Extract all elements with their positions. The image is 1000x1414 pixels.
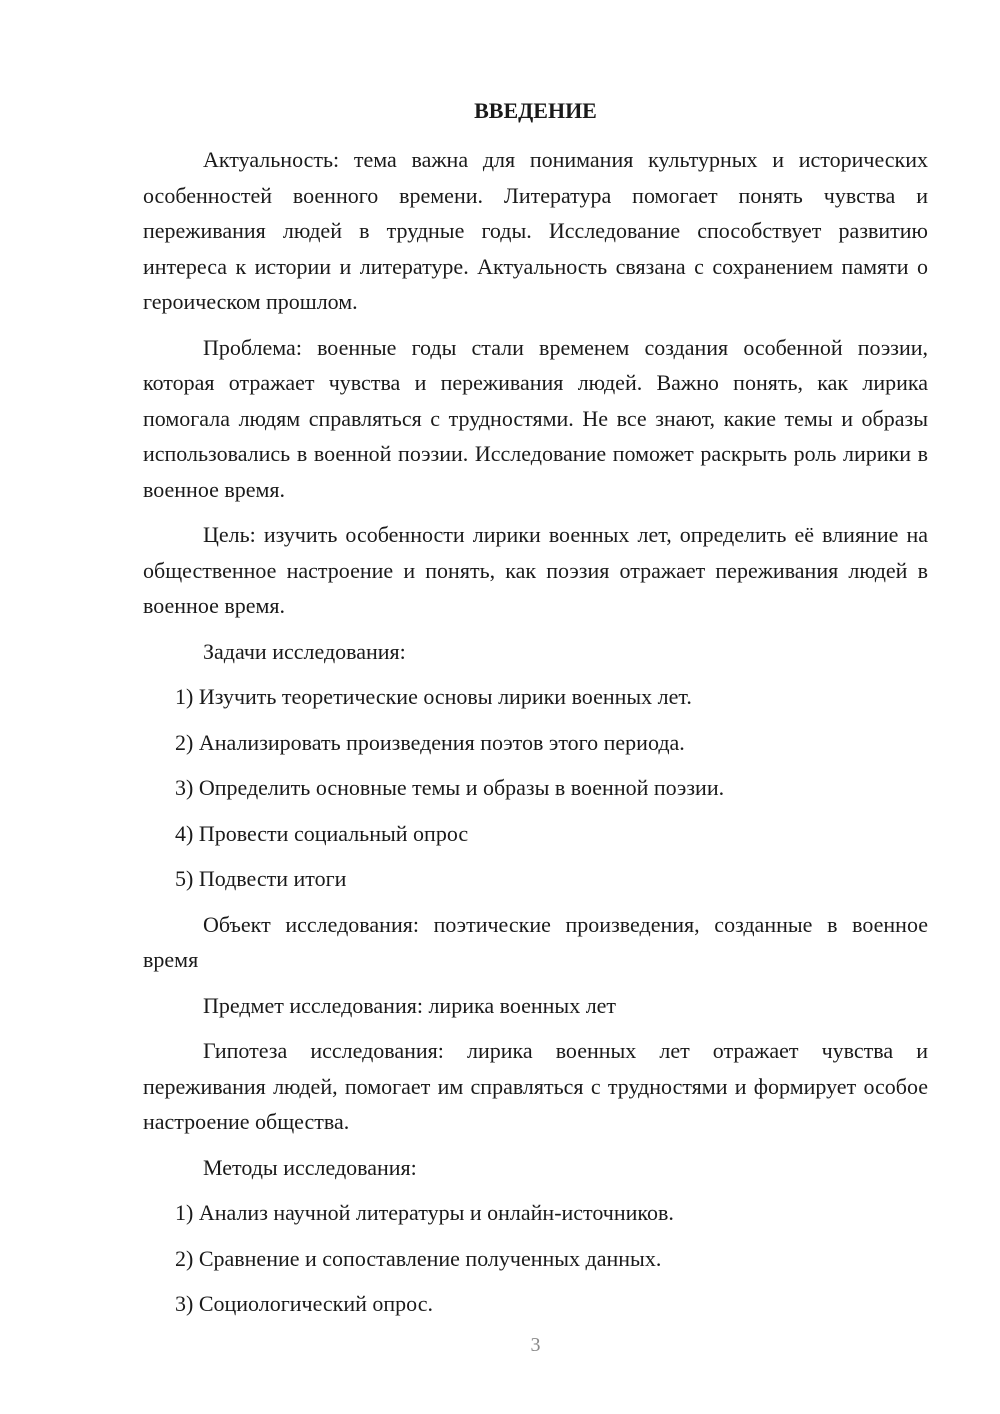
tasks-list [143,679,928,897]
list-item: 5) Подвести итоги [175,866,347,891]
methods-list [143,1195,928,1322]
list-item: 3) Определить основные темы и образы в военной поэзии. [175,775,725,800]
subject-paragraph: Предмет исследования: лирика военных лет [203,992,617,1018]
list-item: 4) Провести социальный опрос [175,820,469,846]
list-item: 2) Сравнение и сопоставление полученных данных. [175,1245,662,1271]
hypothesis-paragraph: Гипотеза исследования: лирика военных лет отражает чувства и переживания людей, помогает им справляться с трудностями и формирует особое настроение общества. [143,1038,928,1134]
object-paragraph: Объект исследования: поэтические произведения, созданные в военное время [143,911,928,972]
document-body [143,142,928,1332]
page-title: ВВЕДЕНИЕ [474,98,597,123]
page-number: 3 [530,1334,541,1356]
document-page [143,0,928,1414]
list-item: 2) Анализировать произведения поэтов этого периода. [175,729,685,755]
tasks-label: Задачи исследования: [203,638,406,664]
problem-paragraph: Проблема: военные годы стали временем создания особенной поэзии, которая отражает чувства и переживания людей. Важно понять, как лирика помогала людям справляться с трудностями. Не все знают, какие темы и образы использовались в военной поэзии. Исследование поможет раскрыть роль лирики в военное время. [143,334,928,502]
relevance-paragraph: Актуальность: тема важна для понимания культурных и исторических особенностей военного времени. Литература помогает понять чувства и переживания людей в трудные годы. Исследование способствует развитию интереса к истории и литературе. Актуальность связана с сохранением памяти о героическом прошлом. [143,147,928,314]
list-item: 1) Изучить теоретические основы лирики военных лет. [175,684,692,709]
list-item: 3) Социологический опрос. [175,1291,433,1316]
list-item: 1) Анализ научной литературы и онлайн-источников. [175,1200,674,1225]
goal-paragraph: Цель: изучить особенности лирики военных лет, определить её влияние на общественное настроение и понять, как поэзия отражает переживания людей в военное время. [143,522,928,618]
methods-label: Методы исследования: [203,1154,417,1180]
